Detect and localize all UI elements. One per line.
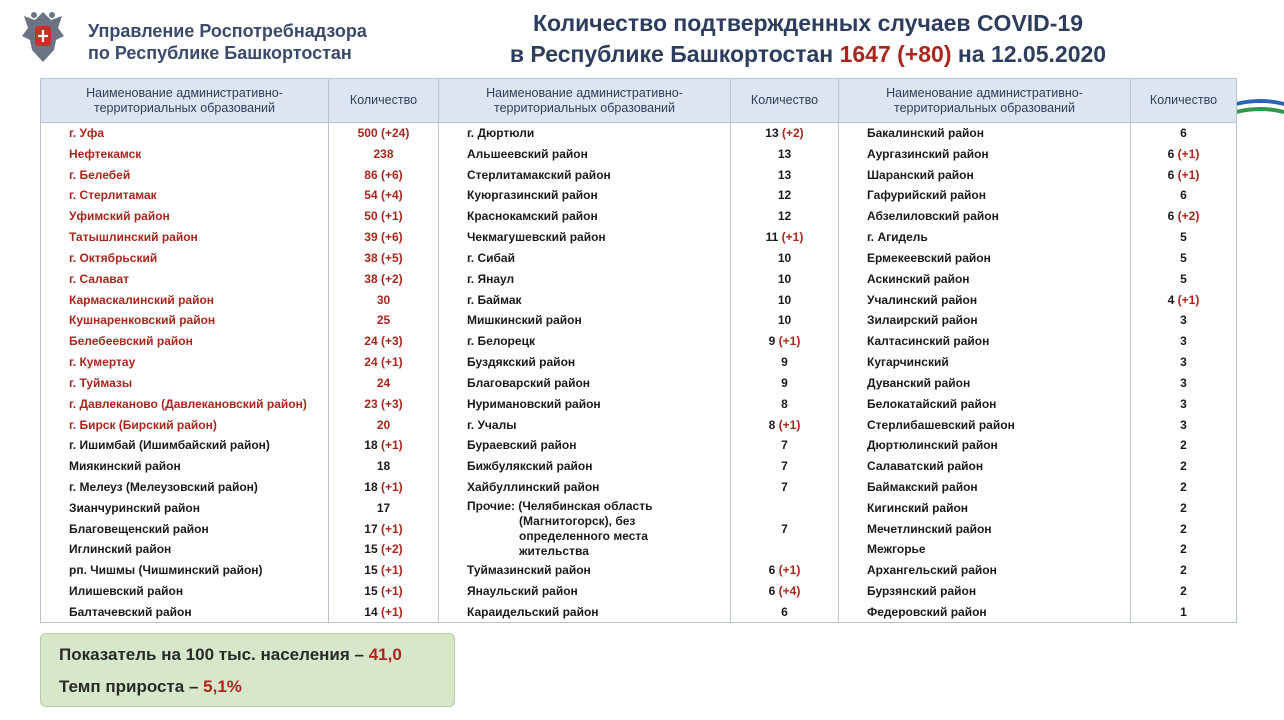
count-value: 9 xyxy=(781,375,788,390)
case-count xyxy=(1131,289,1237,310)
count-value: 6 xyxy=(1180,188,1187,203)
count-value: 30 xyxy=(376,292,391,307)
count-increase: (+2) xyxy=(381,271,403,286)
page-title xyxy=(468,8,1148,70)
count-increase: (+1) xyxy=(381,584,403,599)
count-increase: (+1) xyxy=(781,230,804,245)
count-value: 5 xyxy=(1180,230,1187,245)
count-value: 9 xyxy=(781,355,788,370)
table-row xyxy=(41,435,1237,456)
count-value: 17 xyxy=(364,521,378,536)
case-count xyxy=(329,123,439,144)
district-name: г. Октябрьский xyxy=(41,247,329,268)
count-value: 3 xyxy=(1180,396,1187,411)
count-value: 7 xyxy=(781,438,788,453)
case-count xyxy=(329,393,439,414)
other-cases-name xyxy=(439,497,731,559)
case-count xyxy=(731,456,839,477)
case-count xyxy=(731,247,839,268)
district-name: Аскинский район xyxy=(839,268,1131,289)
case-count xyxy=(731,164,839,185)
district-name: Бакалинский район xyxy=(839,123,1131,144)
count-value: 3 xyxy=(1180,355,1187,370)
case-count xyxy=(1131,456,1237,477)
district-name: Благовещенский район xyxy=(41,518,329,539)
col-name-header: Наименование административно-территориальных образований xyxy=(839,79,1131,123)
case-count xyxy=(329,602,439,623)
case-count xyxy=(329,247,439,268)
case-count xyxy=(329,497,439,518)
case-count xyxy=(1131,602,1237,623)
count-value: 6 xyxy=(1167,209,1175,224)
growth-rate-value: 5,1% xyxy=(203,677,242,696)
case-count xyxy=(1131,164,1237,185)
count-value: 17 xyxy=(376,500,391,515)
count-value: 3 xyxy=(1180,375,1187,390)
district-name: Стерлибашевский район xyxy=(839,414,1131,435)
per-100k-value: 41,0 xyxy=(368,645,402,664)
case-count xyxy=(731,206,839,227)
count-value: 3 xyxy=(1180,313,1187,328)
district-name: г. Агидель xyxy=(839,227,1131,248)
district-name: г. Туймазы xyxy=(41,372,329,393)
total-cases: 1647 xyxy=(839,41,891,67)
table-header-row xyxy=(41,79,1237,123)
district-name: Дюртюлинский район xyxy=(839,435,1131,456)
count-value: 10 xyxy=(777,313,792,328)
table-row xyxy=(41,372,1237,393)
district-name: Архангельский район xyxy=(839,560,1131,581)
case-count xyxy=(1131,206,1237,227)
case-count xyxy=(329,518,439,539)
count-increase: (+1) xyxy=(381,209,403,224)
count-value: 6 xyxy=(1167,146,1175,161)
district-name: Бурзянский район xyxy=(839,581,1131,602)
case-count xyxy=(1131,352,1237,373)
table-row xyxy=(41,393,1237,414)
district-name: Караидельский район xyxy=(439,602,731,623)
per-100k-label: Показатель на 100 тыс. населения – xyxy=(59,645,364,664)
org-line-2: по Республике Башкортостан xyxy=(88,43,352,63)
case-count xyxy=(1131,185,1237,206)
district-name: Бижбулякский район xyxy=(439,456,731,477)
case-count xyxy=(329,143,439,164)
district-name: Белокатайский район xyxy=(839,393,1131,414)
district-name: Учалинский район xyxy=(839,289,1131,310)
title-line-1: Количество подтвержденных случаев COVID-19 xyxy=(532,10,1084,36)
count-value: 7 xyxy=(781,479,788,494)
count-increase: (+24) xyxy=(381,126,410,141)
count-increase: (+1) xyxy=(381,479,403,494)
count-increase: (+1) xyxy=(381,355,403,370)
count-value: 2 xyxy=(1180,584,1187,599)
table-row xyxy=(41,289,1237,310)
table-row xyxy=(41,581,1237,602)
count-value: 86 xyxy=(364,167,378,182)
count-value: 5 xyxy=(1180,271,1187,286)
count-value: 2 xyxy=(1180,479,1187,494)
growth-rate-label: Темп прироста – xyxy=(59,677,199,696)
case-count xyxy=(329,206,439,227)
table-row xyxy=(41,227,1237,248)
table-row xyxy=(41,143,1237,164)
district-name: Стерлитамакский район xyxy=(439,164,731,185)
district-name: Бураевский район xyxy=(439,435,731,456)
table-row xyxy=(41,414,1237,435)
district-name: Межгорье xyxy=(839,539,1131,560)
case-count xyxy=(731,414,839,435)
count-value: 38 xyxy=(364,250,378,265)
count-value: 25 xyxy=(376,313,391,328)
count-value: 15 xyxy=(364,563,378,578)
district-name: г. Учалы xyxy=(439,414,731,435)
district-name: г. Кумертау xyxy=(41,352,329,373)
district-name: г. Уфа xyxy=(41,123,329,144)
per-100k-indicator xyxy=(59,643,454,675)
count-value: 39 xyxy=(364,230,378,245)
count-value: 1 xyxy=(1180,604,1187,619)
count-increase: (+1) xyxy=(778,334,801,349)
case-count xyxy=(1131,310,1237,331)
table-row xyxy=(41,560,1237,581)
case-count xyxy=(1131,393,1237,414)
case-count xyxy=(1131,331,1237,352)
count-increase: (+1) xyxy=(778,417,801,432)
district-name: Янаульский район xyxy=(439,581,731,602)
district-name: Кугарчинский xyxy=(839,352,1131,373)
count-increase: (+4) xyxy=(778,584,801,599)
table-row xyxy=(41,123,1237,144)
case-count xyxy=(731,393,839,414)
district-name: Нуримановский район xyxy=(439,393,731,414)
count-value: 10 xyxy=(777,271,792,286)
title-region: в Республике Башкортостан xyxy=(509,41,834,67)
district-name: Благоварский район xyxy=(439,372,731,393)
case-count xyxy=(1131,414,1237,435)
other-cases-line: (Магнитогорск), без xyxy=(519,513,636,528)
date-prefix: на xyxy=(957,41,985,67)
case-count xyxy=(731,331,839,352)
count-value: 5 xyxy=(1180,250,1187,265)
case-count xyxy=(731,310,839,331)
district-name: Гафурийский район xyxy=(839,185,1131,206)
case-count xyxy=(1131,372,1237,393)
district-name: Балтачевский район xyxy=(41,602,329,623)
count-value: 2 xyxy=(1180,563,1187,578)
count-value: 3 xyxy=(1180,334,1187,349)
growth-rate-indicator xyxy=(59,675,454,707)
count-increase: (+2) xyxy=(782,126,804,141)
district-name: Мечетлинский район xyxy=(839,518,1131,539)
table-row xyxy=(41,456,1237,477)
count-value: 10 xyxy=(777,292,792,307)
col-name-header: Наименование административно-территориальных образований xyxy=(41,79,329,123)
district-name: Аургазинский район xyxy=(839,143,1131,164)
count-value: 15 xyxy=(364,542,378,557)
case-count xyxy=(731,268,839,289)
count-value: 9 xyxy=(768,334,776,349)
case-count xyxy=(731,289,839,310)
district-name: Зилаирский район xyxy=(839,310,1131,331)
case-count xyxy=(329,372,439,393)
count-value: 20 xyxy=(376,417,391,432)
case-count xyxy=(329,164,439,185)
district-name: Буздякский район xyxy=(439,352,731,373)
total-increase: (+80) xyxy=(897,41,952,67)
table-row xyxy=(41,310,1237,331)
case-count xyxy=(1131,560,1237,581)
count-value: 10 xyxy=(777,250,792,265)
district-name: Баймакский район xyxy=(839,477,1131,498)
case-count xyxy=(1131,143,1237,164)
district-name: Миякинский район xyxy=(41,456,329,477)
other-cases-line: Прочие: (Челябинская область xyxy=(467,498,653,513)
count-increase: (+1) xyxy=(381,438,403,453)
district-name: Дуванский район xyxy=(839,372,1131,393)
district-name: Мишкинский район xyxy=(439,310,731,331)
case-count xyxy=(1131,539,1237,560)
case-count xyxy=(731,602,839,623)
table-row xyxy=(41,247,1237,268)
district-name: Шаранский район xyxy=(839,164,1131,185)
district-name: Кигинский район xyxy=(839,497,1131,518)
count-value: 11 xyxy=(765,230,779,245)
district-name: Чекмагушевский район xyxy=(439,227,731,248)
case-count xyxy=(731,560,839,581)
count-value: 2 xyxy=(1180,521,1187,536)
count-value: 13 xyxy=(777,167,792,182)
district-name: Уфимский район xyxy=(41,206,329,227)
table-row xyxy=(41,497,1237,518)
count-increase: (+1) xyxy=(381,521,403,536)
count-increase: (+1) xyxy=(778,563,801,578)
count-value: 3 xyxy=(1180,417,1187,432)
case-count xyxy=(329,227,439,248)
count-value: 6 xyxy=(1167,167,1175,182)
district-name: г. Салават xyxy=(41,268,329,289)
district-name: Калтасинский район xyxy=(839,331,1131,352)
count-increase: (+1) xyxy=(381,604,403,619)
district-name: рп. Чишмы (Чишминский район) xyxy=(41,560,329,581)
case-count xyxy=(329,268,439,289)
district-name: г. Сибай xyxy=(439,247,731,268)
count-value: 2 xyxy=(1180,459,1187,474)
count-value: 50 xyxy=(364,209,378,224)
col-count-header: Количество xyxy=(731,79,839,123)
table-row xyxy=(41,331,1237,352)
table-row xyxy=(41,185,1237,206)
case-count xyxy=(1131,123,1237,144)
case-count xyxy=(329,331,439,352)
case-count xyxy=(731,372,839,393)
district-name: г. Мелеуз (Мелеузовский район) xyxy=(41,477,329,498)
count-value: 15 xyxy=(364,584,378,599)
district-name: г. Дюртюли xyxy=(439,123,731,144)
district-name: Салаватский район xyxy=(839,456,1131,477)
district-name: г. Давлеканово (Давлекановский район) xyxy=(41,393,329,414)
count-value: 6 xyxy=(768,584,776,599)
count-value: 18 xyxy=(376,459,391,474)
count-increase: (+2) xyxy=(381,542,403,557)
district-name: г. Баймак xyxy=(439,289,731,310)
case-count xyxy=(1131,227,1237,248)
summary-box xyxy=(40,633,455,707)
district-name: г. Бирск (Бирский район) xyxy=(41,414,329,435)
count-value: 24 xyxy=(364,334,378,349)
district-name: г. Янаул xyxy=(439,268,731,289)
case-count xyxy=(731,185,839,206)
count-value: 500 xyxy=(357,126,378,141)
district-name: Краснокамский район xyxy=(439,206,731,227)
col-name-header: Наименование административно-территориальных образований xyxy=(439,79,731,123)
case-count xyxy=(329,581,439,602)
district-name: г. Белебей xyxy=(41,164,329,185)
count-value: 13 xyxy=(777,146,792,161)
case-count xyxy=(731,352,839,373)
district-name: Илишевский район xyxy=(41,581,329,602)
case-count xyxy=(329,435,439,456)
report-date: 12.05.2020 xyxy=(990,41,1107,67)
table-row xyxy=(41,164,1237,185)
title-line-2 xyxy=(468,39,1148,70)
count-value: 18 xyxy=(364,438,378,453)
other-cases-count: 7 xyxy=(731,497,839,559)
count-increase: (+6) xyxy=(381,167,403,182)
cases-table xyxy=(40,78,1237,623)
case-count xyxy=(1131,497,1237,518)
district-name: Хайбуллинский район xyxy=(439,477,731,498)
district-name: г. Ишимбай (Ишимбайский район) xyxy=(41,435,329,456)
count-increase: (+2) xyxy=(1177,209,1200,224)
count-value: 24 xyxy=(364,355,378,370)
count-value: 14 xyxy=(364,604,378,619)
district-name: Иглинский район xyxy=(41,539,329,560)
case-count xyxy=(731,435,839,456)
col-count-header: Количество xyxy=(329,79,439,123)
bashkortostan-flag-icon xyxy=(1236,98,1284,114)
count-increase: (+1) xyxy=(1177,167,1200,182)
district-name: Зианчуринский район xyxy=(41,497,329,518)
count-value: 238 xyxy=(373,146,394,161)
case-count xyxy=(731,143,839,164)
case-count xyxy=(329,456,439,477)
case-count xyxy=(329,352,439,373)
district-name: Нефтекамск xyxy=(41,143,329,164)
case-count xyxy=(1131,268,1237,289)
case-count xyxy=(329,414,439,435)
count-increase: (+1) xyxy=(381,563,403,578)
count-value: 2 xyxy=(1180,500,1187,515)
count-value: 38 xyxy=(364,271,378,286)
district-name: Ермекеевский район xyxy=(839,247,1131,268)
district-name: Куюргазинский район xyxy=(439,185,731,206)
case-count xyxy=(1131,435,1237,456)
count-increase: (+4) xyxy=(381,188,403,203)
count-value: 6 xyxy=(781,604,788,619)
district-name: Кармаскалинский район xyxy=(41,289,329,310)
case-count xyxy=(329,560,439,581)
count-value: 2 xyxy=(1180,542,1187,557)
case-count xyxy=(1131,477,1237,498)
district-name: Татышлинский район xyxy=(41,227,329,248)
count-increase: (+3) xyxy=(381,396,403,411)
org-line-1: Управление Роспотребнадзора xyxy=(88,21,367,41)
district-name: Белебеевский район xyxy=(41,331,329,352)
table-row xyxy=(41,352,1237,373)
count-value: 6 xyxy=(768,563,776,578)
case-count xyxy=(329,310,439,331)
district-name: Абзелиловский район xyxy=(839,206,1131,227)
count-value: 13 xyxy=(765,126,779,141)
count-value: 8 xyxy=(768,417,776,432)
case-count xyxy=(1131,518,1237,539)
count-value: 7 xyxy=(781,459,788,474)
table-row xyxy=(41,602,1237,623)
table-row xyxy=(41,477,1237,498)
count-value: 6 xyxy=(1180,126,1187,141)
district-name: Альшеевский район xyxy=(439,143,731,164)
count-value: 54 xyxy=(364,188,378,203)
case-count xyxy=(329,477,439,498)
district-name: Туймазинский район xyxy=(439,560,731,581)
count-value: 23 xyxy=(364,396,378,411)
district-name: г. Белорецк xyxy=(439,331,731,352)
case-count xyxy=(1131,247,1237,268)
count-value: 8 xyxy=(781,396,788,411)
count-value: 12 xyxy=(777,188,792,203)
district-name: г. Стерлитамак xyxy=(41,185,329,206)
table-row xyxy=(41,268,1237,289)
col-count-header: Количество xyxy=(1131,79,1237,123)
case-count xyxy=(329,289,439,310)
district-name: Федеровский район xyxy=(839,602,1131,623)
other-cases-line: определенного места жительства xyxy=(519,528,648,558)
count-increase: (+1) xyxy=(1177,292,1200,307)
case-count xyxy=(329,539,439,560)
district-name: Кушнаренковский район xyxy=(41,310,329,331)
organization-name xyxy=(88,20,367,64)
case-count xyxy=(329,185,439,206)
case-count xyxy=(731,477,839,498)
case-count xyxy=(731,123,839,144)
case-count xyxy=(731,581,839,602)
table-row xyxy=(41,206,1237,227)
count-increase: (+3) xyxy=(381,334,403,349)
count-value: 12 xyxy=(777,209,792,224)
case-count xyxy=(1131,581,1237,602)
count-value: 24 xyxy=(376,375,391,390)
count-increase: (+6) xyxy=(381,230,403,245)
count-increase: (+1) xyxy=(1177,146,1200,161)
count-value: 18 xyxy=(364,479,378,494)
rospotrebnadzor-emblem-icon xyxy=(14,6,72,66)
count-increase: (+5) xyxy=(381,250,403,265)
count-value: 4 xyxy=(1167,292,1175,307)
case-count xyxy=(731,227,839,248)
count-value: 2 xyxy=(1180,438,1187,453)
